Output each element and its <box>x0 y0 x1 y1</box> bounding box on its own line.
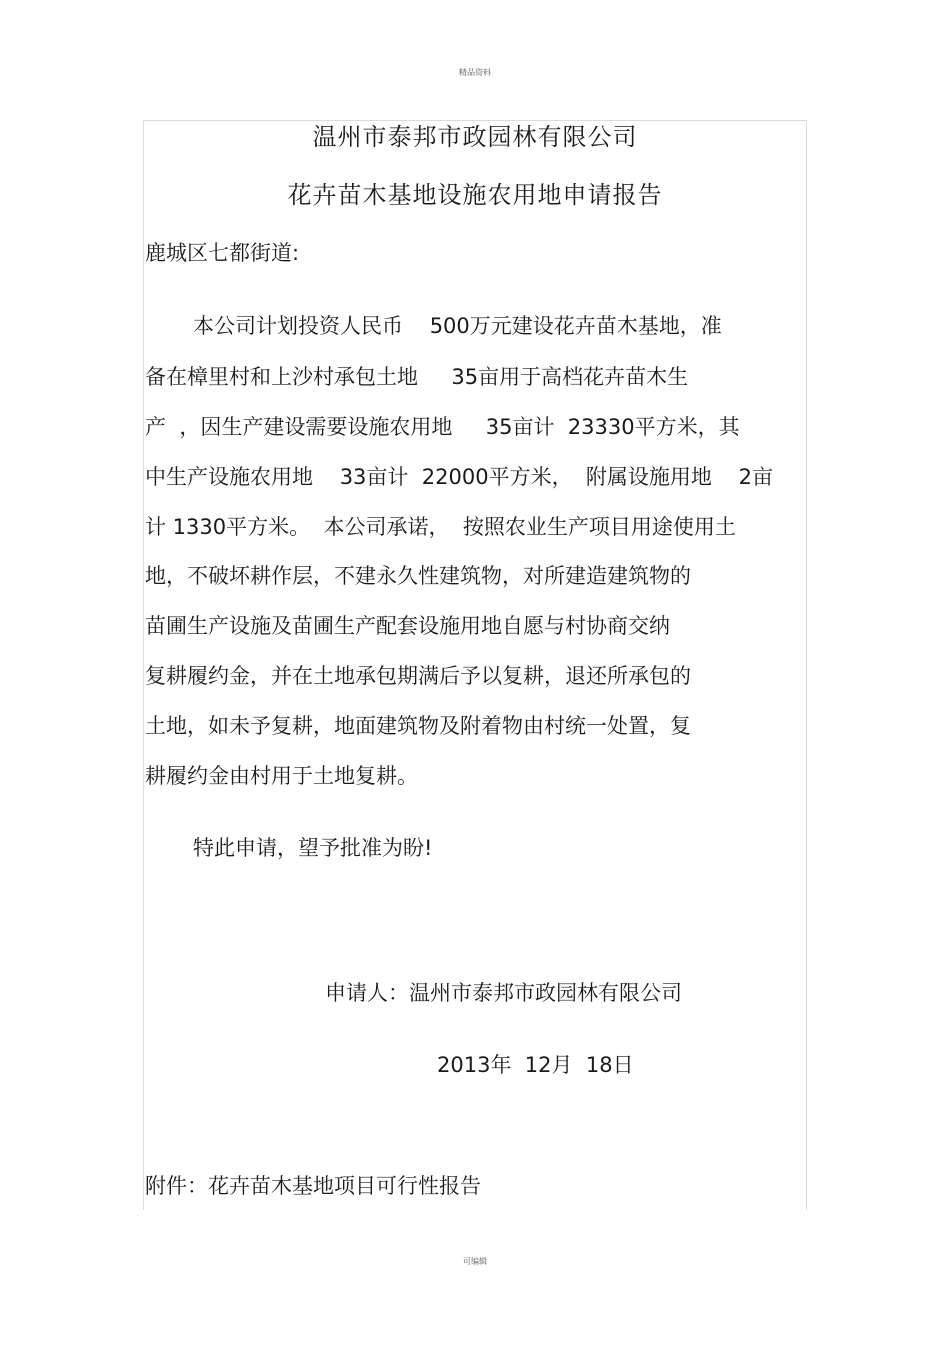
body-line-7: 苗圃生产设施及苗圃生产配套设施用地自愿与村协商交纳 <box>145 614 670 638</box>
body-line-3: 产 ，因生产建设需要设施农用地 35亩计 23330平方米，其 <box>145 415 740 439</box>
attachment-note: 附件：花卉苗木基地项目可行性报告 <box>145 1174 481 1198</box>
signature-date: 2013年 12月 18日 <box>437 1053 634 1077</box>
body-line-8: 复耕履约金，并在土地承包期满后予以复耕，退还所承包的 <box>145 664 691 688</box>
body-line-6: 地，不破坏耕作层，不建永久性建筑物，对所建造建筑物的 <box>145 564 691 588</box>
body-line-9: 土地，如未予复耕，地面建筑物及附着物由村统一处置，复 <box>145 714 691 738</box>
page-footer-note: 可编辑 <box>463 1257 487 1266</box>
document-title-company: 温州市泰邦市政园林有限公司 <box>312 123 638 151</box>
closing-line: 特此申请，望予批准为盼! <box>193 836 433 860</box>
document-title-report: 花卉苗木基地设施农用地申请报告 <box>287 181 663 209</box>
body-line-10: 耕履约金由村用于土地复耕。 <box>145 764 418 788</box>
page-header-note: 精品资料 <box>459 68 491 77</box>
body-line-5: 计 1330平方米。 本公司承诺， 按照农业生产项目用途使用土 <box>145 515 736 539</box>
body-line-1: 本公司计划投资人民币 500万元建设花卉苗木基地，准 <box>193 314 722 338</box>
applicant-signature: 申请人：温州市泰邦市政园林有限公司 <box>325 981 682 1005</box>
salutation: 鹿城区七都街道: <box>145 241 300 265</box>
body-line-2: 备在樟里村和上沙村承包土地 35亩用于高档花卉苗木生 <box>145 365 689 389</box>
body-line-4: 中生产设施农用地 33亩计 22000平方米， 附属设施用地 2亩 <box>145 465 773 489</box>
